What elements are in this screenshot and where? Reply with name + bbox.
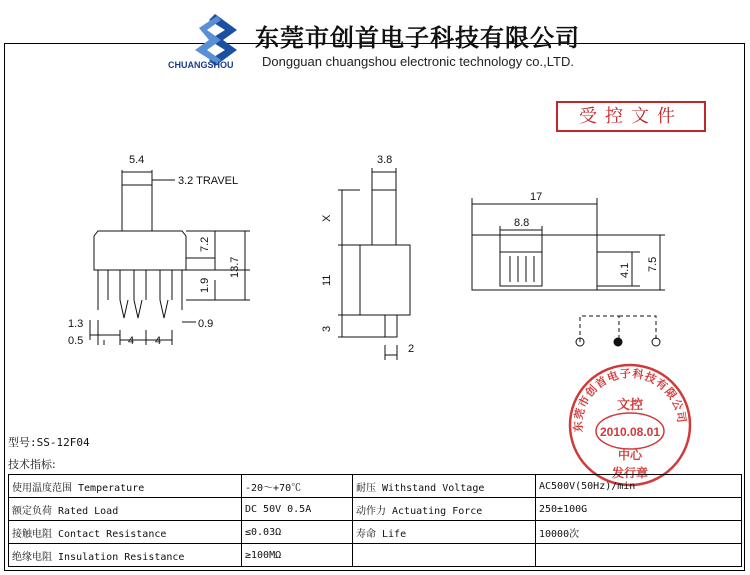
company-seal [566, 361, 694, 489]
seal-top: 文控 [616, 398, 644, 413]
company-name-en: Dongguan chuangshou electronic technology co.,LTD. [262, 54, 574, 69]
dim-7-5: 7.5 [647, 256, 659, 272]
controlled-document-box: 受控文件 [556, 101, 706, 132]
body-side [360, 245, 410, 315]
table-row [9, 544, 742, 567]
dim-4-1: 4.1 [619, 262, 631, 278]
spec-label: 耐压 Withstand Voltage [353, 475, 536, 498]
seal-ring-text: 东莞市创首电子科技有限公司 [571, 366, 689, 433]
spec-label: 接触电阻 Contact Resistance [9, 521, 242, 544]
seal-bottom: 发行章 [611, 466, 649, 480]
body-front [94, 231, 186, 270]
spec-label: 寿命 Life [353, 521, 536, 544]
dim-travel: 3.2 TRAVEL [178, 175, 239, 187]
spec-value: DC 50V 0.5A [242, 498, 353, 521]
spec-value: ≤0.03Ω [242, 521, 353, 544]
dim-0-9: 0.9 [198, 318, 214, 330]
spec-title: 技术指标: [8, 458, 56, 471]
table-row [9, 498, 742, 521]
spec-label: 动作力 Actuating Force [353, 498, 536, 521]
dim-13-7: 13.7 [229, 256, 241, 278]
spec-value: AC500V(50Hz)/min [536, 475, 742, 498]
spec-value: 250±100G [536, 498, 742, 521]
dim-11: 11 [321, 274, 333, 286]
spec-label: 使用温度范围 Temperature [9, 475, 242, 498]
spec-value: ≥100MΩ [242, 544, 353, 567]
model-number: 型号:SS-12F04 [8, 436, 90, 449]
dim-3-8: 3.8 [377, 154, 393, 166]
pin-side [385, 315, 397, 337]
spec-label [353, 544, 536, 567]
dim-1-3: 1.3 [68, 318, 84, 330]
actuator-front [122, 185, 152, 231]
table-row [9, 475, 742, 498]
actuator-side [372, 190, 396, 245]
dim-x: X [321, 214, 333, 222]
spec-table [8, 474, 742, 567]
spec-value: -20～+70℃ [242, 475, 353, 498]
spec-value [536, 544, 742, 567]
spec-value: 10000次 [536, 521, 742, 544]
dim-4-left: 4 [128, 335, 135, 347]
brand-name: CHUANGSHOU [168, 60, 234, 70]
company-name-cn: 东莞市创首电子科技有限公司 [255, 23, 580, 52]
spec-label: 绝缘电阻 Insulation Resistance [9, 544, 242, 567]
dim-7-2: 7.2 [199, 236, 211, 252]
dim-1-9: 1.9 [199, 277, 211, 293]
spec-label: 额定负荷 Rated Load [9, 498, 242, 521]
dim-2: 2 [408, 343, 415, 355]
dim-0-5: 0.5 [68, 335, 84, 347]
slider-top [500, 252, 542, 286]
dim-8-8: 8.8 [514, 217, 530, 229]
dim-4-right: 4 [155, 335, 162, 347]
dim-5-4: 5.4 [129, 154, 145, 166]
dim-17: 17 [530, 191, 543, 203]
table-row [9, 521, 742, 544]
dim-3: 3 [321, 325, 333, 332]
seal-middle: 中心 [617, 448, 643, 462]
seal-date: 2010.08.01 [599, 425, 661, 439]
